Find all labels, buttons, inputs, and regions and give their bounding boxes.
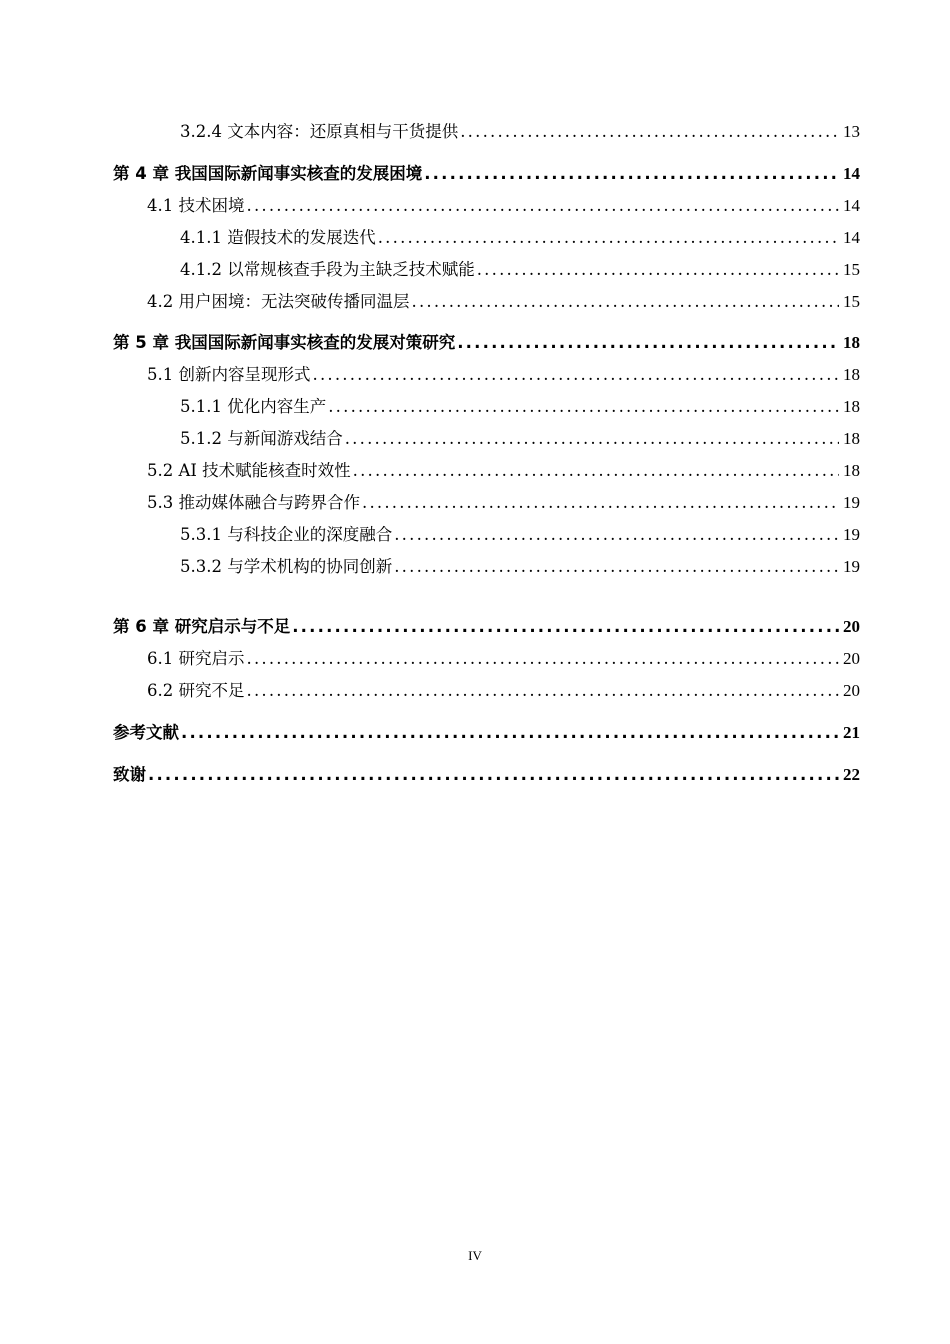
toc-entry[interactable] [180,524,860,546]
toc-entry[interactable] [180,396,860,418]
toc-entry-page: 18 [843,397,860,416]
toc-entry-page: 15 [843,292,860,311]
toc-leader-dots [455,332,839,354]
toc-entry-title: 5.2 AI 技术赋能核查时效性 [147,461,351,480]
toc-entry[interactable] [147,680,860,702]
toc-entry[interactable] [147,195,860,217]
toc-entry-title: 4.1.1 造假技术的发展迭代 [180,228,376,247]
toc-entry[interactable] [147,492,860,514]
toc-leader-dots [146,764,839,786]
toc-entry[interactable] [180,259,860,281]
toc-entry-title: 4.1 技术困境 [147,196,245,215]
toc-entry-page: 18 [843,365,860,384]
toc-leader-dots [326,396,839,418]
toc-leader-dots [410,291,840,313]
toc-entry-page: 14 [843,228,860,247]
toc-entry-page: 18 [843,429,860,448]
toc-leader-dots [376,227,839,249]
toc-entry[interactable] [147,648,860,670]
page-number: IV [468,1248,482,1263]
toc-entry-page: 13 [843,122,860,141]
toc-entry[interactable] [180,556,860,578]
toc-entry-page: 14 [843,196,860,215]
toc-entry[interactable] [147,460,860,482]
toc-entry-page: 20 [843,617,860,636]
toc-entry-title: 5.3 推动媒体融合与跨界合作 [147,493,360,512]
toc-leader-dots [458,121,839,143]
toc-chapter-entry[interactable] [113,764,860,786]
toc-leader-dots [245,680,840,702]
toc-entry-title: 5.1 创新内容呈现形式 [147,365,311,384]
toc-chapter-entry[interactable] [113,616,860,638]
toc-entry-title: 致谢 [113,765,146,784]
toc-entry[interactable] [147,364,860,386]
toc-leader-dots [179,722,839,744]
toc-entry-title: 5.1.1 优化内容生产 [180,397,327,416]
toc-entry-page: 18 [843,461,860,480]
toc-entry-title: 6.1 研究启示 [147,649,245,668]
toc-entry-page: 15 [843,260,860,279]
toc-chapter-entry[interactable] [113,163,860,185]
toc-entry[interactable] [147,291,860,313]
toc-entry-title: 第 4 章 我国国际新闻事实核查的发展困境 [113,164,423,183]
toc-entry-page: 19 [843,557,860,576]
toc-entry[interactable] [180,428,860,450]
toc-entry-page: 18 [843,333,860,352]
toc-entry-page: 21 [843,723,860,742]
toc-entry-title: 5.1.2 与新闻游戏结合 [180,429,343,448]
toc-chapter-entry[interactable] [113,722,860,744]
toc-entry-title: 第 5 章 我国国际新闻事实核查的发展对策研究 [113,333,456,352]
toc-entry-title: 4.1.2 以常规核查手段为主缺乏技术赋能 [180,260,475,279]
toc-entry-title: 3.2.4 文本内容：还原真相与干货提供 [180,122,459,141]
toc-entry-page: 20 [843,681,860,700]
toc-entry-title: 参考文献 [113,723,179,742]
toc-entry-title: 5.3.2 与学术机构的协同创新 [180,557,393,576]
toc-leader-dots [351,460,839,482]
toc-entry[interactable] [180,121,860,143]
toc-leader-dots [392,524,839,546]
toc-entry-page: 19 [843,525,860,544]
toc-entry-title: 5.3.1 与科技企业的深度融合 [180,525,393,544]
toc-entry-title: 4.2 用户困境：无法突破传播同温层 [147,292,410,311]
toc-entry-title: 6.2 研究不足 [147,681,245,700]
toc-leader-dots [392,556,839,578]
toc-entry[interactable] [180,227,860,249]
toc-leader-dots [360,492,839,514]
toc-leader-dots [245,648,840,670]
toc-leader-dots [290,616,839,638]
toc-entry-page: 22 [843,765,860,784]
toc-chapter-entry[interactable] [113,332,860,354]
toc-leader-dots [475,259,839,281]
toc-entry-page: 20 [843,649,860,668]
toc-entry-page: 14 [843,164,860,183]
toc-leader-dots [311,364,840,386]
toc-leader-dots [422,163,839,185]
toc-leader-dots [245,195,840,217]
toc-entry-page: 19 [843,493,860,512]
toc-leader-dots [343,428,839,450]
toc-entry-title: 第 6 章 研究启示与不足 [113,617,291,636]
